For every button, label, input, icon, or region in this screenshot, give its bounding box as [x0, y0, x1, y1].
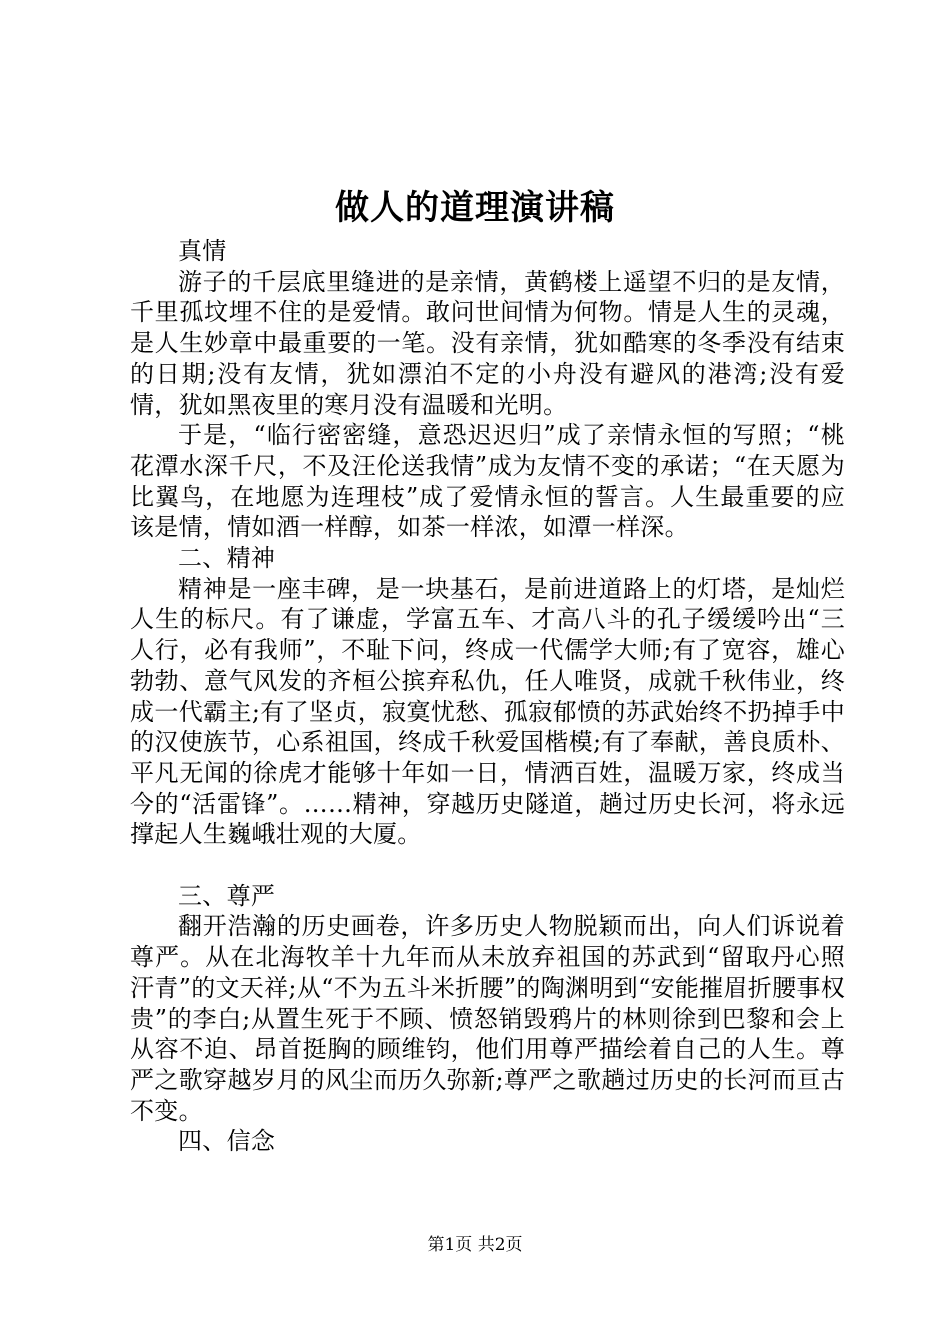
document-body [130, 236, 845, 1157]
paragraph-1: 游子的千层底里缝进的是亲情，黄鹤楼上遥望不归的是友情，千里孤坟埋不住的是爱情。敢问世间情为何物。情是人生的灵魂，是人生妙章中最重要的一笔。没有亲情，犹如酷寒的冬季没有结束的日期;没有友情，犹如漂泊不定的小舟没有避风的港湾;没有爱情，犹如黑夜里的寒月没有温暖和光明。 [130, 267, 845, 419]
section-heading-3: 三、尊严 [178, 881, 276, 910]
section-heading-2: 二、精神 [178, 544, 276, 573]
section-heading-4: 四、信念 [178, 1127, 276, 1156]
page-title: 做人的道理演讲稿 [335, 188, 615, 228]
paragraph-2: 于是，“临行密密缝，意恐迟迟归”成了亲情永恒的写照；“桃花潭水深千尺，不及汪伦送我情”成为友情不变的承诺；“在天愿为比翼鸟，在地愿为连理枝”成了爱情永恒的誓言。人生最重要的应该是情，情如酒一样醇，如茶一样浓，如潭一样深。 [130, 421, 845, 542]
paragraph-3: 精神是一座丰碑，是一块基石，是前进道路上的灯塔，是灿烂人生的标尺。有了谦虚，学富五车、才高八斗的孔子缓缓吟出“三人行，必有我师”，不耻下问，终成一代儒学大师;有了宽容，雄心勃勃、意气风发的齐桓公摈弃私仇，任人唯贤，成就千秋伟业，终成一代霸主;有了坚贞，寂寞忧愁、孤寂郁愤的苏武始终不扔掉手中的汉使族节，心系祖国，终成千秋爱国楷模;有了奉献，善良质朴、平凡无闻的徐虎才能够十年如一日，情洒百姓，温暖万家，终成当今的“活雷锋”。……精神，穿越历史隧道，趟过历史长河，将永远撑起人生巍峨壮观的大厦。 [130, 574, 845, 849]
section-heading-1: 真情 [178, 237, 227, 265]
page-footer: 第1页 共2页 [427, 1235, 523, 1255]
paragraph-4: 翻开浩瀚的历史画卷，许多历史人物脱颖而出，向人们诉说着尊严。从在北海牧羊十九年而从未放弃祖国的苏武到“留取丹心照汗青”的文天祥;从“不为五斗米折腰”的陶渊明到“安能摧眉折腰事权贵”的李白;从置生死于不顾、愤怒销毁鸦片的林则徐到巴黎和会上从容不迫、昂首挺胸的顾维钧，他们用尊严描绘着自己的人生。尊严之歌穿越岁月的风尘而历久弥新;尊严之歌趟过历史的长河而亘古不变。 [130, 912, 845, 1125]
blank-line [130, 850, 845, 881]
